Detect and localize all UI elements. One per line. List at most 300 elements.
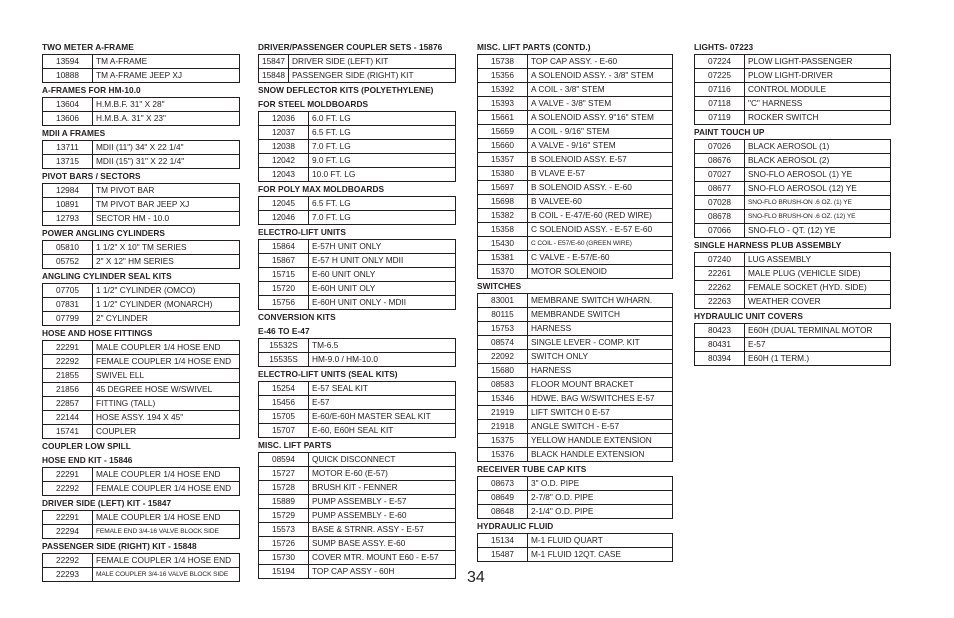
part-description: FITTING (TALL) xyxy=(93,397,240,411)
part-description: H.M.B.A. 31" X 23" xyxy=(93,112,240,126)
table-row xyxy=(259,55,456,69)
part-number: 22857 xyxy=(43,397,93,411)
table-row xyxy=(478,153,673,167)
table-row xyxy=(478,434,673,448)
part-number: 13594 xyxy=(43,55,93,69)
parts-column-3 xyxy=(477,40,673,562)
part-number: 15356 xyxy=(478,69,528,83)
table-row xyxy=(259,240,456,254)
part-number: 80431 xyxy=(695,338,745,352)
part-description: BRUSH KIT - FENNER xyxy=(309,481,456,495)
part-number: 12037 xyxy=(259,126,309,140)
part-description: TM PIVOT BAR xyxy=(93,184,240,198)
section-title: SWITCHES xyxy=(477,281,522,291)
parts-table xyxy=(42,553,240,582)
part-number: 15134 xyxy=(478,534,528,548)
part-number: 12984 xyxy=(43,184,93,198)
table-row xyxy=(259,69,456,83)
part-number: 15382 xyxy=(478,209,528,223)
table-row xyxy=(259,424,456,438)
part-description: M-1 FLUID QUART xyxy=(528,534,673,548)
part-number: 05752 xyxy=(43,255,93,269)
part-number: 13606 xyxy=(43,112,93,126)
part-description: A VALVE - 3/8" STEM xyxy=(528,97,673,111)
parts-column-1 xyxy=(42,40,240,582)
part-description: FLOOR MOUNT BRACKET xyxy=(528,378,673,392)
part-description: 2" CYLINDER xyxy=(93,312,240,326)
table-row xyxy=(43,525,240,539)
part-description: H.M.B.F. 31" X 28" xyxy=(93,98,240,112)
parts-table xyxy=(42,97,240,126)
section-title: DRIVER/PASSENGER COUPLER SETS - 15876 xyxy=(258,42,443,52)
table-row xyxy=(478,420,673,434)
page-number: 34 xyxy=(467,569,485,586)
table-row xyxy=(43,255,240,269)
section-title: A-FRAMES FOR HM-10.0 xyxy=(42,85,141,95)
table-row xyxy=(695,295,891,309)
part-number: 12793 xyxy=(43,212,93,226)
part-description: 2" X 12" HM SERIES xyxy=(93,255,240,269)
table-row xyxy=(43,554,240,568)
parts-table xyxy=(258,111,456,182)
part-number: 15346 xyxy=(478,392,528,406)
parts-table xyxy=(42,240,240,269)
part-description: COVER MTR. MOUNT E60 - E-57 xyxy=(309,551,456,565)
part-number: 15194 xyxy=(259,565,309,579)
part-description: YELLOW HANDLE EXTENSION xyxy=(528,434,673,448)
part-description: E-57 SEAL KIT xyxy=(309,382,456,396)
table-row xyxy=(695,83,891,97)
table-row xyxy=(259,254,456,268)
part-number: 07066 xyxy=(695,224,745,238)
parts-column-2 xyxy=(258,40,456,579)
table-row xyxy=(478,448,673,462)
part-description: SNO-FLO - QT. (12) YE xyxy=(745,224,891,238)
part-number: 15532S xyxy=(259,339,309,353)
part-number: 08649 xyxy=(478,491,528,505)
parts-table xyxy=(42,467,240,496)
part-number: 07705 xyxy=(43,284,93,298)
part-number: 15715 xyxy=(259,268,309,282)
part-description: "C" HARNESS xyxy=(745,97,891,111)
table-row xyxy=(695,352,891,366)
part-number: 07027 xyxy=(695,168,745,182)
part-description: SNO-FLO BRUSH-ON .6 OZ. (12) YE xyxy=(745,210,891,224)
part-description: WEATHER COVER xyxy=(745,295,891,309)
part-number: 83001 xyxy=(478,294,528,308)
part-number: 05810 xyxy=(43,241,93,255)
part-description: PLOW LIGHT-PASSENGER xyxy=(745,55,891,69)
section-title: HOSE AND HOSE FITTINGS xyxy=(42,328,153,338)
part-description: COUPLER xyxy=(93,425,240,439)
part-description: FEMALE END 3/4-16 VALVE BLOCK SIDE xyxy=(93,525,240,539)
part-description: E-60 UNIT ONLY xyxy=(309,268,456,282)
table-row xyxy=(43,55,240,69)
parts-table xyxy=(258,338,456,367)
part-description: 9.0 FT. LG xyxy=(309,154,456,168)
table-row xyxy=(478,322,673,336)
table-row xyxy=(43,198,240,212)
part-number: 22293 xyxy=(43,568,93,582)
part-number: 15726 xyxy=(259,537,309,551)
part-number: 22294 xyxy=(43,525,93,539)
part-description: E-57H UNIT ONLY xyxy=(309,240,456,254)
part-description: PLOW LIGHT-DRIVER xyxy=(745,69,891,83)
part-description: B VALVEE-60 xyxy=(528,195,673,209)
parts-table xyxy=(477,293,673,462)
table-row xyxy=(478,294,673,308)
part-description: MDII (11") 34" X 22 1/4" xyxy=(93,141,240,155)
table-row xyxy=(695,111,891,125)
part-description: 1 1/2" CYLINDER (MONARCH) xyxy=(93,298,240,312)
table-row xyxy=(259,565,456,579)
part-description: E-60/E-60H MASTER SEAL KIT xyxy=(309,410,456,424)
section-title: HYDRAULIC FLUID xyxy=(477,521,554,531)
part-number: 13604 xyxy=(43,98,93,112)
part-description: CONTROL MODULE xyxy=(745,83,891,97)
part-number: 15381 xyxy=(478,251,528,265)
table-row xyxy=(43,312,240,326)
parts-table xyxy=(477,54,673,279)
table-row xyxy=(43,355,240,369)
table-row xyxy=(43,212,240,226)
section-title: SNOW DEFLECTOR KITS (POLYETHYLENE) xyxy=(258,85,434,95)
part-number: 08676 xyxy=(695,154,745,168)
table-row xyxy=(259,296,456,310)
table-row xyxy=(259,112,456,126)
part-description: E-57 xyxy=(745,338,891,352)
part-number: 21855 xyxy=(43,369,93,383)
table-row xyxy=(478,69,673,83)
part-number: 07799 xyxy=(43,312,93,326)
parts-table xyxy=(694,252,891,309)
section-title: ELECTRO-LIFT UNITS (SEAL KITS) xyxy=(258,369,398,379)
part-description: BLACK AEROSOL (2) xyxy=(745,154,891,168)
part-description: MOTOR E-60 (E-57) xyxy=(309,467,456,481)
part-number: 22262 xyxy=(695,281,745,295)
part-description: BASE & STRNR. ASSY - E-57 xyxy=(309,523,456,537)
table-row xyxy=(43,112,240,126)
part-number: 15680 xyxy=(478,364,528,378)
table-row xyxy=(695,154,891,168)
table-row xyxy=(43,369,240,383)
table-row xyxy=(259,268,456,282)
table-row xyxy=(478,181,673,195)
section-title: MISC. LIFT PARTS (CONTD.) xyxy=(477,42,591,52)
part-number: 07225 xyxy=(695,69,745,83)
part-number: 13715 xyxy=(43,155,93,169)
part-description: 6.5 FT. LG xyxy=(309,197,456,211)
table-row xyxy=(259,509,456,523)
part-description: MALE COUPLER 1/4 HOSE END xyxy=(93,341,240,355)
part-description: TOP CAP ASSY - 60H xyxy=(309,565,456,579)
parts-table xyxy=(694,323,891,366)
part-description: C VALVE - E-57/E-60 xyxy=(528,251,673,265)
part-number: 15380 xyxy=(478,167,528,181)
parts-table xyxy=(42,140,240,169)
part-number: 08583 xyxy=(478,378,528,392)
part-number: 15707 xyxy=(259,424,309,438)
section-title: ELECTRO-LIFT UNITS xyxy=(258,227,347,237)
part-number: 15705 xyxy=(259,410,309,424)
part-number: 22291 xyxy=(43,341,93,355)
part-description: TM A-FRAME xyxy=(93,55,240,69)
section-title: COUPLER LOW SPILL xyxy=(42,441,131,451)
part-number: 21856 xyxy=(43,383,93,397)
part-description: ANGLE SWITCH - E-57 xyxy=(528,420,673,434)
table-row xyxy=(695,168,891,182)
section-title: TWO METER A-FRAME xyxy=(42,42,134,52)
part-description: HARNESS xyxy=(528,364,673,378)
part-description: A COIL - 9/16" STEM xyxy=(528,125,673,139)
table-row xyxy=(478,125,673,139)
section-title: E-46 TO E-47 xyxy=(258,326,310,336)
part-description: DRIVER SIDE (LEFT) KIT xyxy=(289,55,456,69)
section-title: RECEIVER TUBE CAP KITS xyxy=(477,464,587,474)
table-row xyxy=(478,505,673,519)
part-description: 10.0 FT. LG xyxy=(309,168,456,182)
table-row xyxy=(259,523,456,537)
table-row xyxy=(695,338,891,352)
table-row xyxy=(259,168,456,182)
parts-table xyxy=(258,196,456,225)
part-description: E60H (DUAL TERMINAL MOTOR xyxy=(745,324,891,338)
table-row xyxy=(478,350,673,364)
table-row xyxy=(478,237,673,251)
parts-table xyxy=(477,476,673,519)
table-row xyxy=(478,534,673,548)
table-row xyxy=(43,341,240,355)
part-description: SNO-FLO AEROSOL (12) YE xyxy=(745,182,891,196)
table-row xyxy=(43,98,240,112)
table-row xyxy=(259,396,456,410)
part-number: 15393 xyxy=(478,97,528,111)
table-row xyxy=(43,468,240,482)
table-row xyxy=(478,548,673,562)
table-row xyxy=(259,551,456,565)
part-number: 15358 xyxy=(478,223,528,237)
part-number: 08677 xyxy=(695,182,745,196)
table-row xyxy=(259,339,456,353)
parts-table xyxy=(42,340,240,439)
table-row xyxy=(259,154,456,168)
part-number: 15430 xyxy=(478,237,528,251)
part-description: MALE COUPLER 1/4 HOSE END xyxy=(93,468,240,482)
parts-table xyxy=(42,283,240,326)
part-number: 07831 xyxy=(43,298,93,312)
table-row xyxy=(43,141,240,155)
part-description: MALE COUPLER 3/4-16 VALVE BLOCK SIDE xyxy=(93,568,240,582)
part-number: 12046 xyxy=(259,211,309,225)
part-description: E-57 xyxy=(309,396,456,410)
part-description: SINGLE LEVER - COMP. KIT xyxy=(528,336,673,350)
table-row xyxy=(695,140,891,154)
part-number: 15697 xyxy=(478,181,528,195)
table-row xyxy=(259,495,456,509)
table-row xyxy=(43,69,240,83)
part-number: 08673 xyxy=(478,477,528,491)
part-number: 15370 xyxy=(478,265,528,279)
table-row xyxy=(478,97,673,111)
part-number: 22292 xyxy=(43,355,93,369)
table-row xyxy=(43,511,240,525)
table-row xyxy=(478,491,673,505)
part-number: 15357 xyxy=(478,153,528,167)
part-description: B COIL - E-47/E-60 (RED WIRE) xyxy=(528,209,673,223)
part-description: SNO-FLO BRUSH-ON .6 OZ. (1) YE xyxy=(745,196,891,210)
part-description: SUMP BASE ASSY. E-60 xyxy=(309,537,456,551)
part-description: 45 DEGREE HOSE W/SWIVEL xyxy=(93,383,240,397)
table-row xyxy=(478,308,673,322)
part-description: MALE PLUG (VEHICLE SIDE) xyxy=(745,267,891,281)
table-row xyxy=(259,211,456,225)
table-row xyxy=(695,253,891,267)
part-description: 2-1/4" O.D. PIPE xyxy=(528,505,673,519)
table-row xyxy=(478,477,673,491)
part-number: 12045 xyxy=(259,197,309,211)
section-title: SINGLE HARNESS PLUB ASSEMBLY xyxy=(694,240,842,250)
part-number: 15698 xyxy=(478,195,528,209)
part-description: SWITCH ONLY xyxy=(528,350,673,364)
part-description: BLACK HANDLE EXTENSION xyxy=(528,448,673,462)
part-number: 08574 xyxy=(478,336,528,350)
table-row xyxy=(43,298,240,312)
table-row xyxy=(478,209,673,223)
table-row xyxy=(43,241,240,255)
section-title: DRIVER SIDE (LEFT) KIT - 15847 xyxy=(42,498,172,508)
part-description: MOTOR SOLENOID xyxy=(528,265,673,279)
section-title: FOR STEEL MOLDBOARDS xyxy=(258,99,369,109)
part-description: FEMALE SOCKET (HYD. SIDE) xyxy=(745,281,891,295)
part-description: C SOLENOID ASSY. - E-57 E-60 xyxy=(528,223,673,237)
part-number: 12042 xyxy=(259,154,309,168)
part-number: 07118 xyxy=(695,97,745,111)
table-row xyxy=(478,406,673,420)
part-description: PUMP ASSEMBLY - E-60 xyxy=(309,509,456,523)
table-row xyxy=(478,195,673,209)
table-row xyxy=(259,453,456,467)
part-description: TM PIVOT BAR JEEP XJ xyxy=(93,198,240,212)
table-row xyxy=(695,196,891,210)
part-description: HARNESS xyxy=(528,322,673,336)
part-number: 15573 xyxy=(259,523,309,537)
table-row xyxy=(695,281,891,295)
table-row xyxy=(695,97,891,111)
table-row xyxy=(259,467,456,481)
part-number: 15847 xyxy=(259,55,289,69)
part-number: 10891 xyxy=(43,198,93,212)
table-row xyxy=(695,210,891,224)
part-number: 07116 xyxy=(695,83,745,97)
part-number: 15753 xyxy=(478,322,528,336)
part-number: 15867 xyxy=(259,254,309,268)
table-row xyxy=(43,184,240,198)
table-row xyxy=(43,397,240,411)
part-number: 12043 xyxy=(259,168,309,182)
part-description: 6.5 FT. LG xyxy=(309,126,456,140)
part-number: 22263 xyxy=(695,295,745,309)
part-description: SECTOR HM - 10.0 xyxy=(93,212,240,226)
part-description: MALE COUPLER 1/4 HOSE END xyxy=(93,511,240,525)
section-title: CONVERSION KITS xyxy=(258,312,336,322)
part-number: 08594 xyxy=(259,453,309,467)
part-description: MEMBRANE SWITCH W/HARN. xyxy=(528,294,673,308)
table-row xyxy=(695,267,891,281)
part-description: B SOLENOID ASSY. - E-60 xyxy=(528,181,673,195)
section-title: MISC. LIFT PARTS xyxy=(258,440,332,450)
part-description: LUG ASSEMBLY xyxy=(745,253,891,267)
section-title: FOR POLY MAX MOLDBOARDS xyxy=(258,184,385,194)
parts-column-4 xyxy=(694,40,891,366)
part-description: 7.0 FT. LG xyxy=(309,140,456,154)
part-number: 22291 xyxy=(43,468,93,482)
table-row xyxy=(478,392,673,406)
table-row xyxy=(43,411,240,425)
part-number: 22261 xyxy=(695,267,745,281)
table-row xyxy=(478,336,673,350)
parts-table xyxy=(42,54,240,83)
part-number: 07028 xyxy=(695,196,745,210)
section-title: HYDRAULIC UNIT COVERS xyxy=(694,311,803,321)
section-title: PASSENGER SIDE (RIGHT) KIT - 15848 xyxy=(42,541,197,551)
table-row xyxy=(43,155,240,169)
part-number: 22144 xyxy=(43,411,93,425)
part-number: 15376 xyxy=(478,448,528,462)
part-description: HM-9.0 / HM-10.0 xyxy=(309,353,456,367)
table-row xyxy=(478,83,673,97)
part-description: B VLAVE E-57 xyxy=(528,167,673,181)
part-description: MEMBRANDE SWITCH xyxy=(528,308,673,322)
part-number: 07240 xyxy=(695,253,745,267)
part-number: 12036 xyxy=(259,112,309,126)
section-title: ANGLING CYLINDER SEAL KITS xyxy=(42,271,172,281)
part-description: A SOLENOID ASSY. 9"16" STEM xyxy=(528,111,673,125)
table-row xyxy=(43,284,240,298)
part-number: 07026 xyxy=(695,140,745,154)
parts-table xyxy=(258,54,456,83)
part-description: B SOLENOID ASSY. E-57 xyxy=(528,153,673,167)
part-number: 21918 xyxy=(478,420,528,434)
part-number: 15720 xyxy=(259,282,309,296)
part-number: 22292 xyxy=(43,554,93,568)
part-number: 15535S xyxy=(259,353,309,367)
part-number: 08678 xyxy=(695,210,745,224)
part-description: SNO-FLO AEROSOL (1) YE xyxy=(745,168,891,182)
part-description: M-1 FLUID 12QT. CASE xyxy=(528,548,673,562)
table-row xyxy=(259,126,456,140)
part-number: 13711 xyxy=(43,141,93,155)
part-description: HDWE. BAG W/SWITCHES E-57 xyxy=(528,392,673,406)
table-row xyxy=(259,537,456,551)
part-description: 2-7/8" O.D. PIPE xyxy=(528,491,673,505)
part-description: LIFT SWITCH 0 E-57 xyxy=(528,406,673,420)
part-description: 3" O.D. PIPE xyxy=(528,477,673,491)
parts-table xyxy=(42,183,240,226)
parts-table xyxy=(258,381,456,438)
part-description: A VALVE - 9/16" STEM xyxy=(528,139,673,153)
part-number: 80115 xyxy=(478,308,528,322)
table-row xyxy=(43,482,240,496)
parts-table xyxy=(258,452,456,579)
part-number: 10888 xyxy=(43,69,93,83)
table-row xyxy=(259,197,456,211)
table-row xyxy=(695,182,891,196)
part-number: 22291 xyxy=(43,511,93,525)
parts-table xyxy=(42,510,240,539)
part-description: TOP CAP ASSY. - E-60 xyxy=(528,55,673,69)
table-row xyxy=(695,69,891,83)
table-row xyxy=(478,139,673,153)
